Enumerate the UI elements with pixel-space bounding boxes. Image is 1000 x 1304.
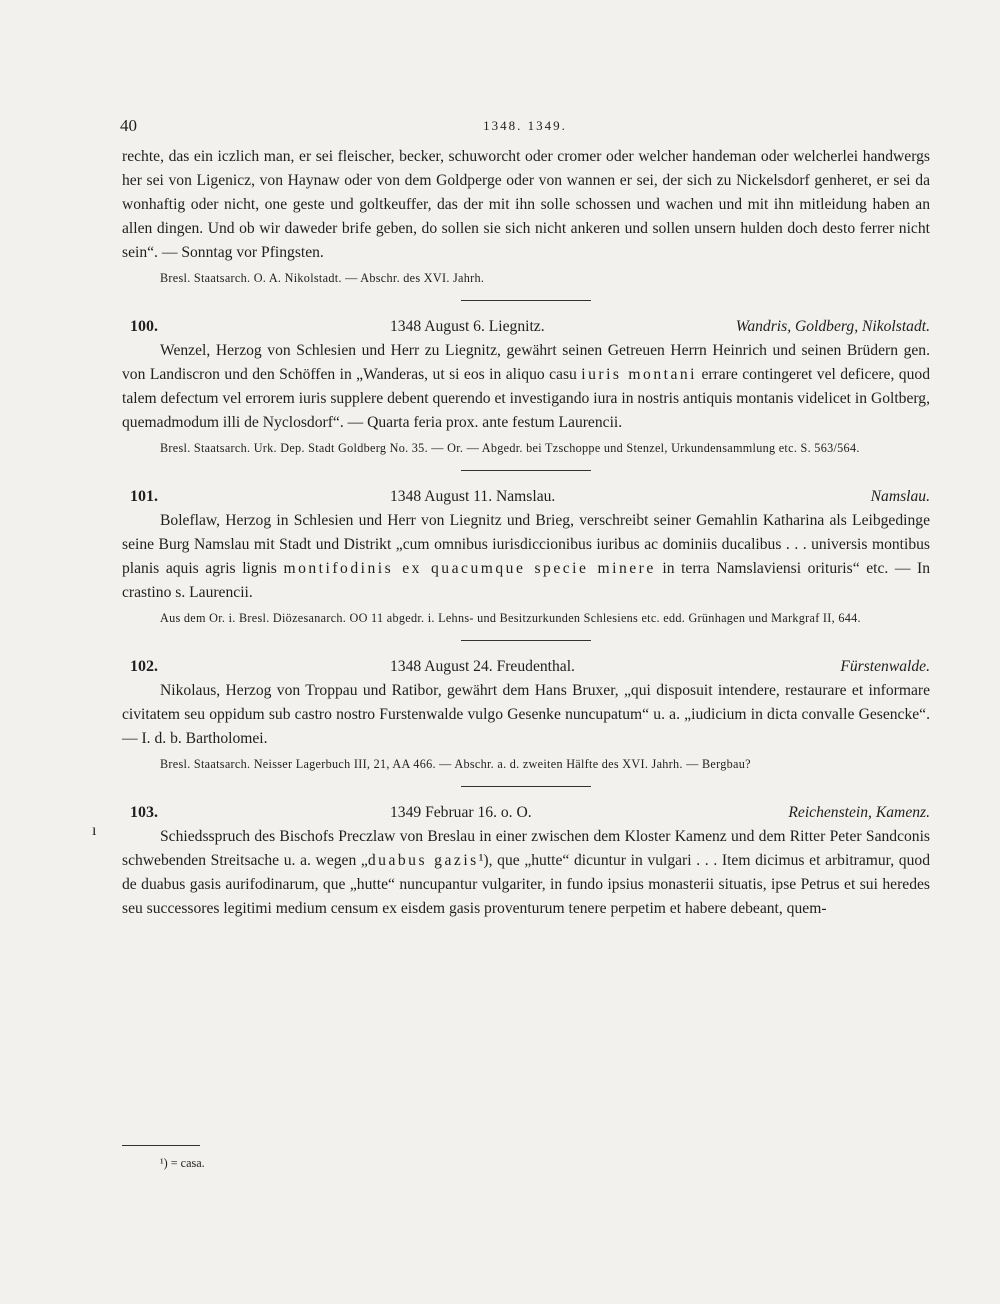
document-number: 101. (130, 488, 158, 505)
spaced-emphasis: duabus gazis (367, 852, 479, 869)
document-places: Reichenstein, Kamenz. (788, 804, 930, 821)
running-title-years: 1348. 1349. (483, 118, 567, 133)
document-places: Namslau. (870, 488, 930, 505)
intro-source-note: Bresl. Staatsarch. O. A. Nikolstadt. — Abschr. des XVI. Jahrh. (160, 271, 485, 285)
intro-paragraph: rechte, das ein iczlich man, er sei fleischer, becker, schuworcht oder cromer oder welcher handeman oder welcherlei handwergs her sei von Ligenicz, von Haynaw oder von dem Goldperge oder von wannen er sei, der sich zu Nickelsdorf genheret, er sei da wonhaftig oder nicht, one geste und goltkeuffer, das der mit ihn solle schossen und wachen und mit ihn mitleidung haben an allen dingen. Und ob wir daweder brife geben, do sollen sie sich nicht ankeren und sollen unsern hulden doch desto ferrer nicht sein“. — Sonntag vor Pfingsten. (122, 148, 930, 261)
page-header (120, 116, 930, 140)
document-date: 1348 August 11. Namslau. (390, 488, 556, 505)
document-date: 1348 August 6. Liegnitz. (390, 318, 545, 335)
page-number: 40 (120, 116, 137, 135)
document-text: Nikolaus, Herzog von Troppau und Ratibor, gewährt dem Hans Bruxer, „qui disposuit intendere, restaurare et informare civitatem seu oppidum sub castro nostro Furstenwalde vulgo Gesenke nuncupatum“ u. a. „iudicium in dicta convalle Gesencke“. — I. d. b. Bartholomei. (122, 682, 930, 747)
section-divider (461, 786, 591, 787)
document-heading (122, 655, 930, 679)
document-source-note: Bresl. Staatsarch. Neisser Lagerbuch III, 21, AA 466. — Abschr. a. d. zweiten Hälfte des XVI. Jahrh. — Bergbau? (160, 757, 751, 771)
document-date: 1349 Februar 16. o. O. (390, 804, 532, 821)
section-divider (461, 300, 591, 301)
document-number: 100. (130, 318, 158, 335)
document-heading (122, 315, 930, 339)
section-divider (461, 640, 591, 641)
document-date: 1348 August 24. Freudenthal. (390, 658, 575, 675)
document-heading (122, 485, 930, 509)
document-number: 103. (130, 804, 158, 821)
document-text: Schiedsspruch des Bischofs Preczlaw von Breslau in einer zwischen dem Kloster Kamenz und dem Ritter Peter Sandconis schwebenden Streitsache u. a. wegen „duabus gazis¹), que „hutte“ dicuntur in vulgari . . . Item dicimus et arbitramur, quod de duabus gasis aurifodinarum, que „hutte“ nuncupantur vulgariter, in fundo ipsius monasterii situatis, ipse Petrus et sui heredes seu successores legitimi medium censum ex eisdem gasis proventurum tenere perpetim et habere debeant, quem- (122, 828, 930, 917)
spaced-emphasis: iuris montani (581, 366, 698, 383)
footnote: ¹) = casa. (160, 1156, 205, 1170)
spaced-emphasis: montifodinis ex quacumque specie minere (283, 560, 656, 577)
document-source-note: Aus dem Or. i. Bresl. Diözesanarch. OO 11 abgedr. i. Lehns- und Besitzurkunden Schlesiens etc. edd. Grünhagen und Markgraf II, 644. (160, 611, 861, 625)
margin-mark: ı (92, 822, 97, 839)
document-text: Boleflaw, Herzog in Schlesien und Herr von Liegnitz und Brieg, verschreibt seiner Gemahlin Katharina als Leibgedinge seine Burg Namslau mit Stadt und Distrikt „cum omnibus iurisdiccionibus iuribus ac dominiis ducalibus . . . universis montibus planis aquis agris lignis montifodinis ex quacumque specie minere in terra Namslaviensi orituris“ etc. — In crastino s. Laurencii. (122, 512, 930, 601)
document-text: Wenzel, Herzog von Schlesien und Herr zu Liegnitz, gewährt seinen Getreuen Herrn Heinrich und seinen Brüdern gen. von Landiscron und den Schöffen in „Wanderas, ut si eos in aliquo casu iuris montani errare contingeret vel deficere, quod talem defectum vel errorem iuris supplere debent querendo et investigando iura in nostris antiquis montanis videlicet in Goltberg, quemadmodum illi de Nyclosdorf“. — Quarta feria prox. ante festum Laurencii. (122, 342, 930, 431)
document-heading (122, 801, 930, 825)
document-places: Wandris, Goldberg, Nikolstadt. (735, 318, 930, 335)
document-places: Fürstenwalde. (840, 658, 930, 675)
document-source-note: Bresl. Staatsarch. Urk. Dep. Stadt Goldberg No. 35. — Or. — Abgedr. bei Tzschoppe und Stenzel, Urkundensammlung etc. S. 563/564. (160, 441, 860, 455)
footnote-divider (122, 1145, 200, 1146)
document-number: 102. (130, 658, 158, 675)
page-body (122, 145, 930, 921)
section-divider (461, 470, 591, 471)
